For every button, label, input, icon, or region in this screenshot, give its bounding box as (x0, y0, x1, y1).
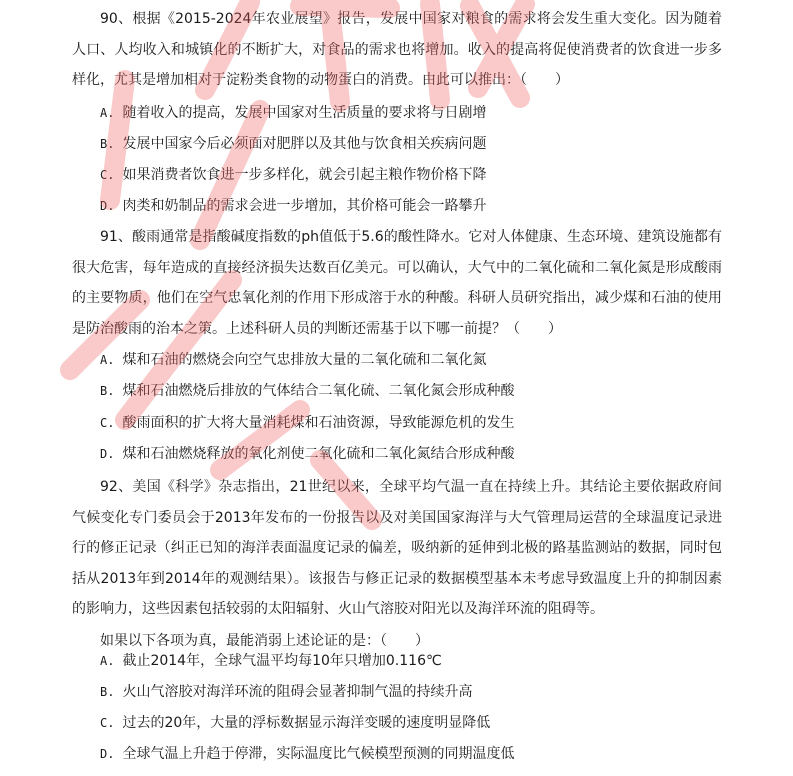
option-text: 过去的20年，大量的浮标数据显示海洋变暖的速度明显降低 (122, 715, 491, 731)
option-text: 截止2014年，全球气温平均每10年只增加0.116℃ (122, 653, 442, 669)
question-90-option-a (100, 103, 486, 123)
option-text: 全球气温上升趋于停滞，实际温度比气候模型预测的同期温度低 (122, 746, 515, 762)
option-letter: A. (100, 654, 115, 668)
option-letter: D. (100, 199, 115, 213)
option-letter: C. (100, 416, 115, 430)
option-text: 酸雨面积的扩大将大量消耗煤和石油资源，导致能源危机的发生 (122, 415, 515, 431)
question-90-option-c (100, 165, 486, 185)
question-91-option-b (100, 381, 514, 401)
question-90-option-d (100, 196, 486, 216)
option-text: 肉类和奶制品的需求会进一步增加，其价格可能会一路攀升 (122, 198, 487, 214)
question-92-option-d (100, 744, 514, 764)
option-letter: D. (100, 447, 115, 461)
question-92-option-a (100, 651, 442, 671)
question-90-option-b (100, 134, 486, 154)
option-letter: B. (100, 384, 115, 398)
question-91-option-d (100, 444, 514, 464)
option-text: 煤和石油燃烧释放的氧化剂使二氧化硫和二氧化氮结合形成种酸 (122, 446, 515, 462)
option-letter: B. (100, 137, 115, 151)
question-92-stem: 92、美国《科学》杂志指出，21世纪以来，全球平均气温一直在持续上升。其结论主要依据政府间气候变化专门委员会于2013年发布的一份报告以及对美国国家海洋与大气管理局运营的全球温度记录进行的修正记录（纠正已知的海洋表面温度记录的偏差，吸纳新的延伸到北极的路基监测站的数据，同时包括从2013年到2014年的观测结果）。该报告与修正记录的数据模型基本未考虑导致温度上升的抑制因素的影响力，这些因素包括较弱的太阳辐射、火山气溶胶对阳光以及海洋环流的阻碍等。 (72, 479, 722, 617)
question-91-option-a (100, 350, 486, 370)
question-91-stem: 91、酸雨通常是指酸碱度指数的ph值低于5.6的酸性降水。它对人体健康、生态环境、建筑设施都有很大危害，每年造成的直接经济损失达数百亿美元。可以确认，大气中的二氧化硫和二氧化氮是形成酸雨的主要物质，他们在空气忠氧化剂的作用下形成溶于水的种酸。科研人员研究指出，减少煤和石油的使用是防治酸雨的治本之策。上述科研人员的判断还需基于以下哪一前提？（ ） (72, 229, 722, 337)
option-letter: D. (100, 747, 115, 761)
option-text: 火山气溶胶对海洋环流的阻碍会显著抑制气温的持续升高 (122, 684, 473, 700)
option-letter: A. (100, 106, 115, 120)
option-text: 发展中国家今后必须面对肥胖以及其他与饮食相关疾病问题 (122, 136, 487, 152)
question-92-option-c (100, 713, 490, 733)
option-letter: C. (100, 716, 115, 730)
option-text: 如果消费者饮食进一步多样化，就会引起主粮作物价格下降 (122, 167, 487, 183)
question-90-stem: 90、根据《2015-2024年农业展望》报告，发展中国家对粮食的需求将会发生重大变化。因为随着人口、人均收入和城镇化的不断扩大，对食品的需求也将增加。收入的提高将促使消费者的饮食进一步多样化，尤其是增加相对于淀粉类食物的动物蛋白的消费。由此可以推出：（ ） (72, 11, 722, 88)
question-92-option-b (100, 682, 472, 702)
question-92-prompt: 如果以下各项为真，最能消弱上述论证的是：（ ） (100, 633, 429, 649)
option-letter: C. (100, 168, 115, 182)
option-text: 随着收入的提高，发展中国家对生活质量的要求将与日剧增 (122, 105, 487, 121)
option-text: 煤和石油燃烧后排放的气体结合二氧化硫、二氧化氮会形成种酸 (122, 383, 515, 399)
option-letter: A. (100, 353, 115, 367)
option-text: 煤和石油的燃烧会向空气忠排放大量的二氧化硫和二氧化氮 (122, 352, 487, 368)
option-letter: B. (100, 685, 115, 699)
question-91-option-c (100, 413, 514, 433)
